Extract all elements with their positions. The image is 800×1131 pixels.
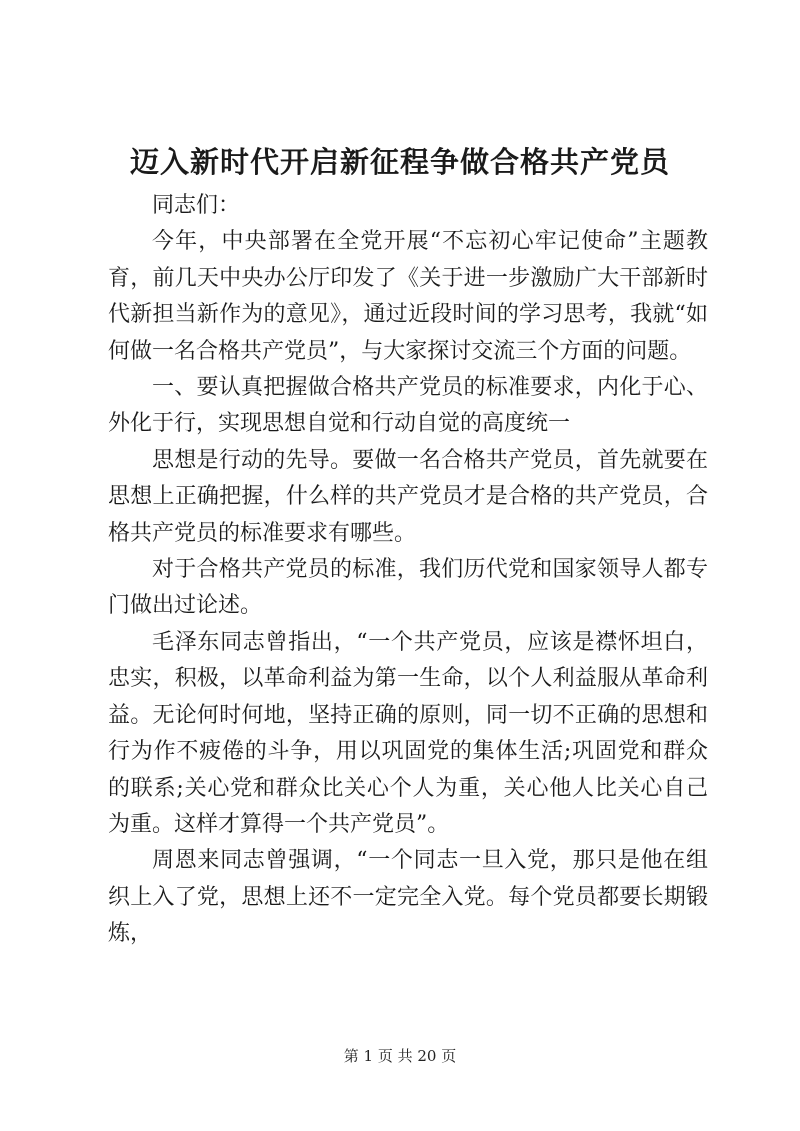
intro-paragraph: 今年，中央部署在全党开展“不忘初心牢记使命”主题教育，前几天中央办公厅印发了《关于进一步激励广大干部新时代新担当新作为的意见》，通过近段时间的学习思考，我就“如何做一名合格共产党员”，与大家探讨交流三个方面的问题。	[108, 229, 708, 364]
zhou-quote-paragraph: 周恩来同志曾强调，“一个同志一旦入党，那只是他在组织上入了党，思想上还不一定完全入党。每个党员都要长期锻炼，	[108, 848, 708, 947]
body-paragraph: 对于合格共产党员的标准，我们历代党和国家领导人都专门做出过论述。	[108, 557, 708, 619]
section-heading-1: 一、要认真把握做合格共产党员的标准要求，内化于心、外化于行，实现思想自觉和行动自觉的高度统一	[108, 375, 708, 437]
document-body	[108, 188, 708, 953]
mao-quote-paragraph: 毛泽东同志曾指出，“一个共产党员，应该是襟怀坦白，忠实，积极，以革命利益为第一生命，以个人利益服从革命利益。无论何时何地，坚持正确的原则，同一切不正确的思想和行为作不疲倦的斗争，用以巩固党的集体生活;巩固党和群众的联系;关心党和群众比关心个人为重，关心他人比关心自己为重。这样才算得一个共产党员”。	[108, 629, 708, 837]
salutation-paragraph: 同志们：	[152, 193, 241, 218]
page-total: 共 20 页	[397, 1047, 457, 1065]
body-paragraph: 思想是行动的先导。要做一名合格共产党员，首先就要在思想上正确把握，什么样的共产党员才是合格的共产党员，合格共产党员的标准要求有哪些。	[108, 447, 708, 546]
page-number: 第 1 页	[343, 1047, 393, 1065]
page-footer	[0, 1046, 800, 1066]
document-title: 迈入新时代开启新征程争做合格共产党员	[129, 145, 670, 179]
